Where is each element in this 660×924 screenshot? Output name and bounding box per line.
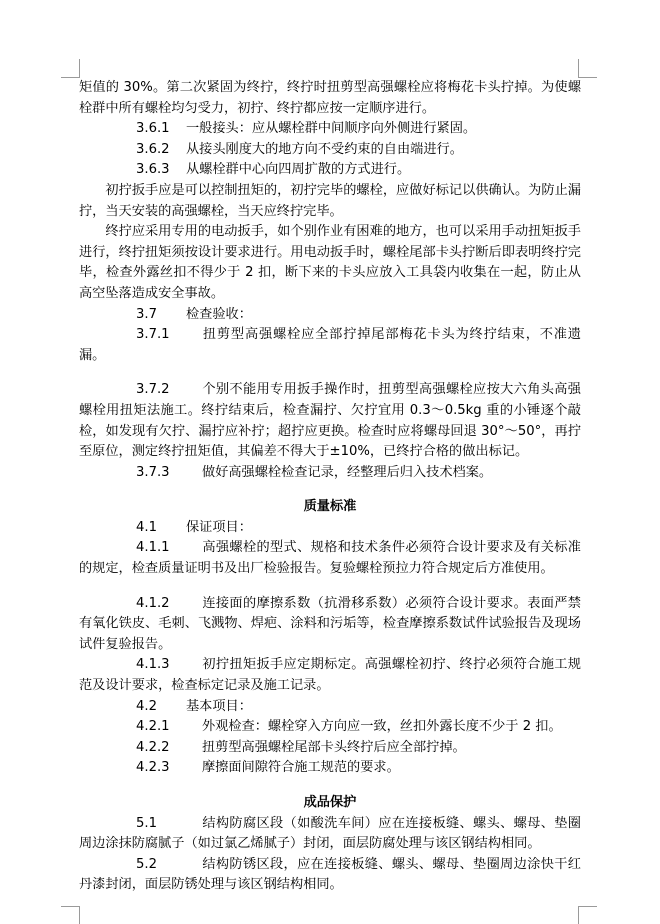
item-text: 个别不能用专用扳手操作时，扭剪型高强螺栓应按大六角头高强螺栓用扭矩法施工。终拧结束后，检查漏拧、欠拧宜用 0.3～0.5kg 重的小锤逐个敲检，如发现有欠拧、漏拧应补拧；超拧应更换。检查时应将螺母回退 30°～50°，再拧至原位，测定终拧扭矩值，其偏差不得大于±10%，已终拧合格的做出标记。 [79, 382, 581, 460]
item-4-1-3 [79, 655, 581, 696]
document-page [79, 78, 581, 896]
item-4-1-2 [79, 594, 581, 656]
item-4-2-1 [79, 717, 581, 738]
item-number: 4.2 [136, 698, 157, 714]
item-number: 5.1 [136, 815, 157, 831]
crop-mark-bottom-left [61, 906, 80, 924]
item-text: 结构防腐区段（如酸洗车间）应在连接板缝、螺头、螺母、垫圈周边涂抹防腐腻子（如过氯乙烯腻子）封闭，面层防腐处理与该区钢结构相同。 [79, 815, 581, 852]
item-number: 3.6.2 [136, 141, 170, 157]
item-5-2 [79, 855, 581, 896]
spacer [79, 779, 581, 793]
item-text: 保证项目： [186, 519, 252, 535]
item-text: 外观检查：螺栓穿入方向应一致，丝扣外露长度不少于 2 扣。 [202, 719, 562, 735]
item-text: 做好高强螺栓检查记录，经整理后归入技术档案。 [202, 464, 493, 480]
item-text: 摩擦面间隙符合施工规范的要求。 [202, 760, 400, 776]
item-4-2 [79, 697, 581, 718]
item-text: 从螺栓群中心向四周扩散的方式进行。 [186, 162, 411, 178]
item-number: 3.7.3 [136, 464, 170, 480]
item-number: 3.7.2 [136, 382, 170, 398]
item-number: 4.2.2 [136, 739, 170, 755]
item-text: 扭剪型高强螺栓尾部卡头终拧后应全部拧掉。 [202, 739, 466, 755]
crop-mark-bottom-right [578, 906, 597, 924]
paragraph-initial-wrench: 初拧扳手应是可以控制扭矩的，初拧完毕的螺栓，应做好标记以供确认。为防止漏拧，当天安装的高强螺栓，当天应终拧完毕。 [79, 182, 581, 219]
item-text: 检查验收： [186, 306, 252, 322]
item-text: 初拧扭矩扳手应定期标定。高强螺栓初拧、终拧必须符合施工规范及设计要求，检查标定记录及施工记录。 [79, 657, 581, 694]
crop-mark-top-right [578, 59, 597, 78]
item-number: 4.1.1 [136, 540, 170, 556]
spacer [79, 580, 581, 594]
item-3-6-1 [79, 119, 581, 140]
item-number: 3.7 [136, 306, 157, 322]
item-text: 扭剪型高强螺栓应全部拧掉尾部梅花卡头为终拧结束，不准遗漏。 [79, 327, 581, 363]
spacer [79, 483, 581, 497]
item-text: 基本项目： [186, 698, 252, 714]
item-number: 4.1 [136, 519, 157, 535]
item-3-7-2 [79, 380, 581, 462]
item-4-1 [79, 518, 581, 539]
item-number: 3.7.1 [136, 327, 170, 343]
item-3-6-2 [79, 140, 581, 161]
paragraph-torque-sequence: 矩值的 30%。第二次紧固为终拧，终拧时扭剪型高强螺栓应将梅花卡头拧掉。为使螺栓群中所有螺栓均匀受力，初拧、终拧都应按一定顺序进行。 [79, 80, 581, 116]
section-heading-quality: 质量标准 [303, 499, 357, 515]
spacer [79, 366, 581, 380]
item-number: 3.6.1 [136, 121, 170, 137]
item-4-2-3 [79, 758, 581, 779]
item-number: 4.2.1 [136, 719, 170, 735]
item-text: 结构防锈区段，应在连接板缝、螺头、螺母、垫圈周边涂快干红丹漆封闭，面层防锈处理与该区钢结构相同。 [79, 856, 581, 893]
item-4-1-1 [79, 538, 581, 579]
item-number: 4.1.3 [136, 657, 170, 673]
section-heading-product-protection: 成品保护 [303, 795, 357, 810]
item-number: 4.2.3 [136, 760, 170, 776]
item-5-1 [79, 814, 581, 855]
item-number: 4.1.2 [136, 595, 170, 611]
paragraph-final-tightening: 终拧应采用专用的电动扳手，如个别作业有困难的地方，也可以采用手动扭矩扳手进行，终拧扭矩须按设计要求进行。用电动扳手时，螺栓尾部卡头拧断后即表明终拧完毕，检查外露丝扣不得少于 2 扣，断下来的卡头应放入工具袋内收集在一起，防止从高空坠落造成安全事故。 [79, 224, 581, 301]
item-text: 连接面的摩擦系数（抗滑移系数）必须符合设计要求。表面严禁有氧化铁皮、毛刺、飞溅物、焊疤、涂料和污垢等，检查摩擦系数试件试验报告及现场试件复验报告。 [79, 595, 581, 652]
item-3-7-3 [79, 463, 581, 484]
item-3-7 [79, 305, 581, 326]
item-text: 从接头刚度大的地方向不受约束的自由端进行。 [186, 141, 463, 157]
crop-mark-top-left [61, 59, 80, 78]
item-3-7-1 [79, 325, 581, 366]
item-number: 3.6.3 [136, 162, 170, 178]
item-text: 高强螺栓的型式、规格和技术条件必须符合设计要求及有关标准的规定，检查质量证明书及出厂检验报告。复验螺栓预拉力符合规定后方准使用。 [79, 540, 581, 577]
item-3-6-3 [79, 160, 581, 181]
item-number: 5.2 [136, 856, 157, 872]
item-4-2-2 [79, 738, 581, 759]
item-text: 一般接头：应从螺栓群中间顺序向外侧进行紧固。 [186, 121, 477, 137]
